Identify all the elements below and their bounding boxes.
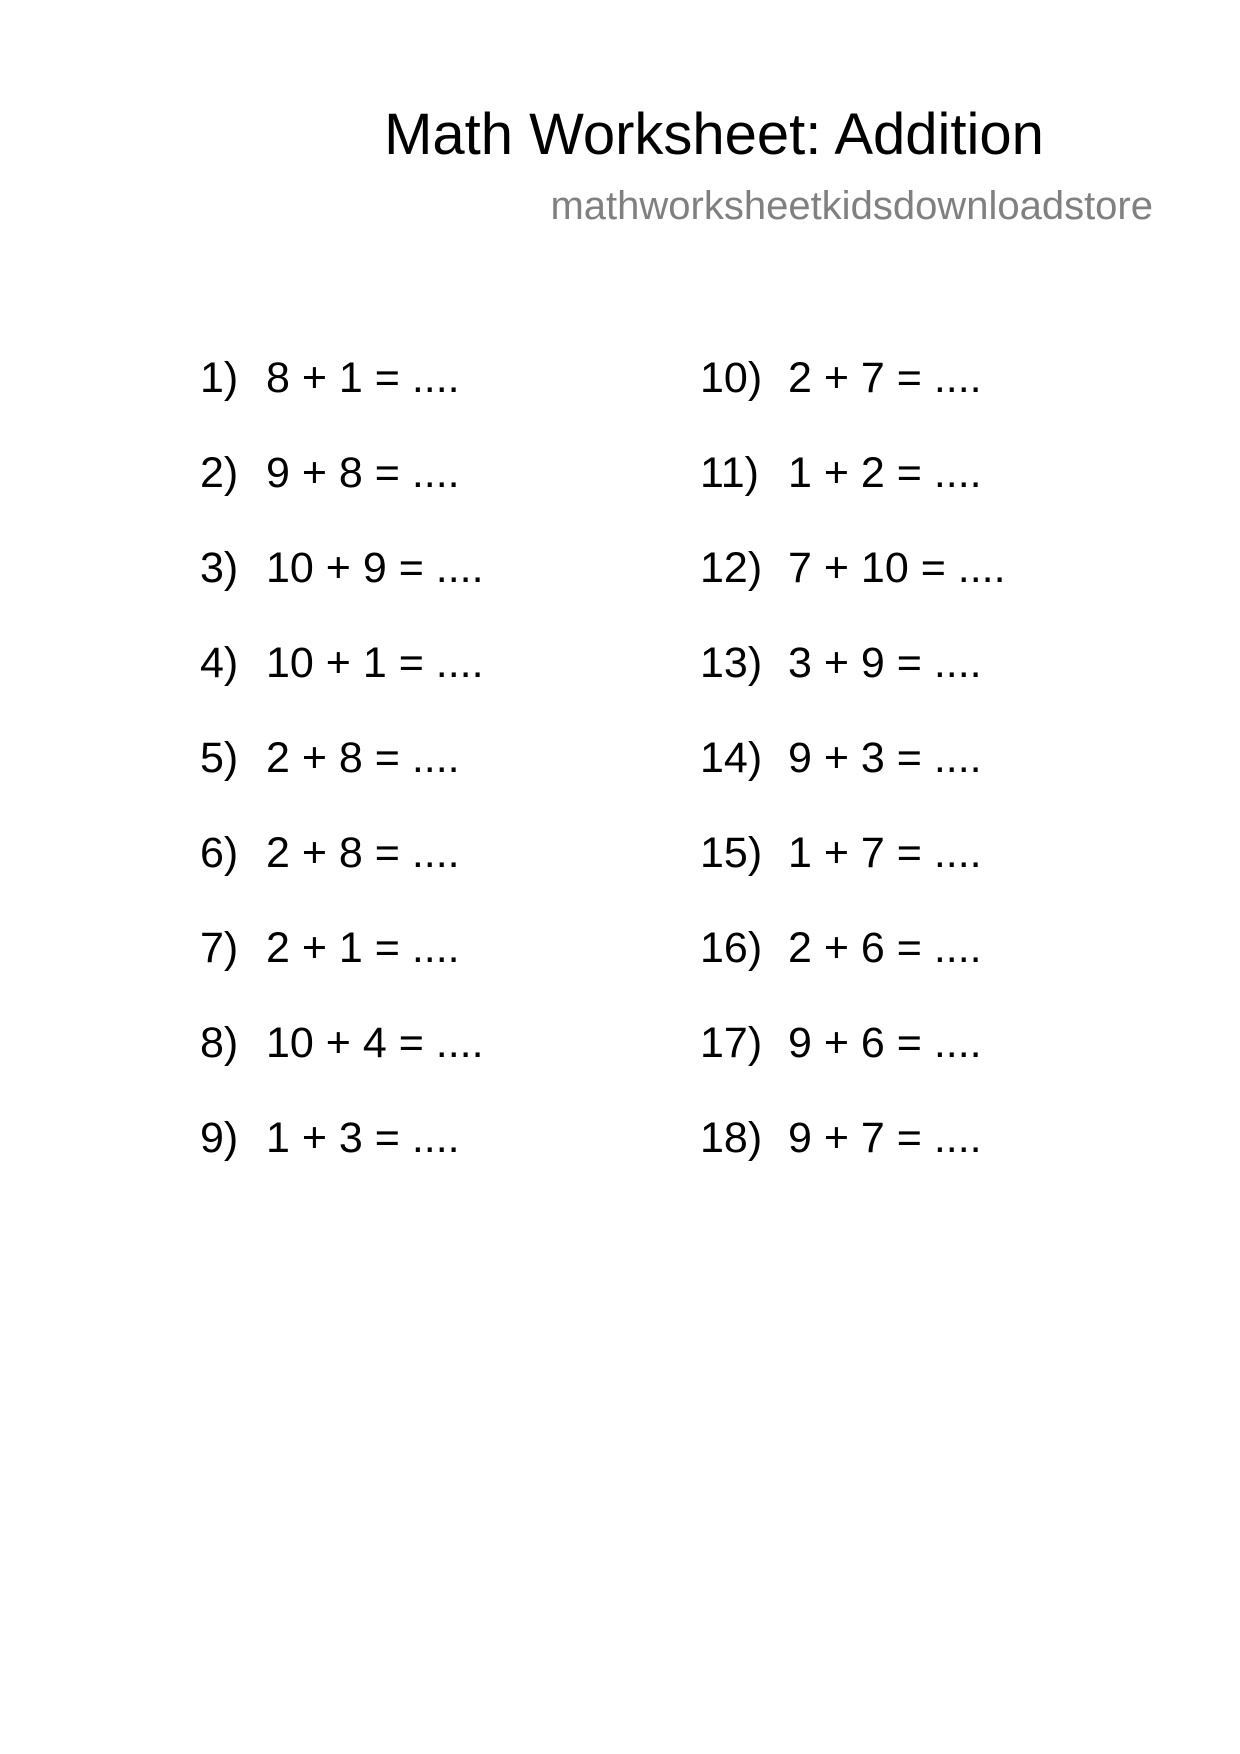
problem-expression: 9 + 3 = ....	[788, 734, 982, 782]
problem-number: 15)	[700, 829, 763, 877]
problem-expression: 8 + 1 = ....	[266, 354, 460, 402]
problem-expression: 9 + 7 = ....	[788, 1114, 982, 1162]
problem-expression: 9 + 8 = ....	[266, 449, 460, 497]
problem-item	[200, 1112, 484, 1207]
problem-expression: 10 + 1 = ....	[266, 639, 484, 687]
problem-number: 2)	[200, 449, 239, 497]
problem-expression: 7 + 10 = ....	[788, 544, 1006, 592]
problem-item	[200, 447, 484, 542]
problem-item	[700, 1017, 1006, 1112]
problem-item	[700, 1112, 1006, 1207]
problem-expression: 10 + 9 = ....	[266, 544, 484, 592]
problem-number: 13)	[700, 639, 763, 687]
problem-expression: 2 + 7 = ....	[788, 354, 982, 402]
problem-expression: 1 + 3 = ....	[266, 1114, 460, 1162]
problem-item	[200, 542, 484, 637]
problem-expression: 1 + 7 = ....	[788, 829, 982, 877]
problem-expression: 10 + 4 = ....	[266, 1019, 484, 1067]
problem-item	[200, 352, 484, 447]
problem-item	[200, 1017, 484, 1112]
problem-number: 4)	[200, 639, 239, 687]
problem-expression: 1 + 2 = ....	[788, 449, 982, 497]
problem-expression: 2 + 8 = ....	[266, 829, 460, 877]
problem-item	[700, 637, 1006, 732]
problem-number: 3)	[200, 544, 239, 592]
problem-item	[700, 732, 1006, 827]
problem-item	[700, 352, 1006, 447]
problem-item	[700, 922, 1006, 1017]
page-title: Math Worksheet: Addition	[384, 102, 1044, 167]
problem-number: 12)	[700, 544, 763, 592]
problems-column-right	[700, 352, 1006, 1207]
problem-expression: 2 + 8 = ....	[266, 734, 460, 782]
problem-number: 17)	[700, 1019, 763, 1067]
problem-expression: 2 + 6 = ....	[788, 924, 982, 972]
problem-number: 1)	[200, 354, 239, 402]
problem-number: 7)	[200, 924, 239, 972]
problem-number: 16)	[700, 924, 763, 972]
problem-item	[200, 637, 484, 732]
problem-number: 5)	[200, 734, 239, 782]
page-subtitle: mathworksheetkidsdownloadstore	[550, 184, 1153, 228]
problem-expression: 9 + 6 = ....	[788, 1019, 982, 1067]
problem-item	[200, 732, 484, 827]
problem-item	[700, 827, 1006, 922]
problem-number: 9)	[200, 1114, 239, 1162]
problem-item	[200, 922, 484, 1017]
problem-item	[700, 447, 1006, 542]
problem-item	[700, 542, 1006, 637]
problem-number: 10)	[700, 354, 763, 402]
problem-number: 8)	[200, 1019, 239, 1067]
problem-number: 11)	[700, 449, 759, 497]
problem-expression: 2 + 1 = ....	[266, 924, 460, 972]
problem-number: 14)	[700, 734, 763, 782]
problem-expression: 3 + 9 = ....	[788, 639, 982, 687]
problem-number: 18)	[700, 1114, 763, 1162]
problem-number: 6)	[200, 829, 239, 877]
problem-item	[200, 827, 484, 922]
problems-column-left	[200, 352, 484, 1207]
